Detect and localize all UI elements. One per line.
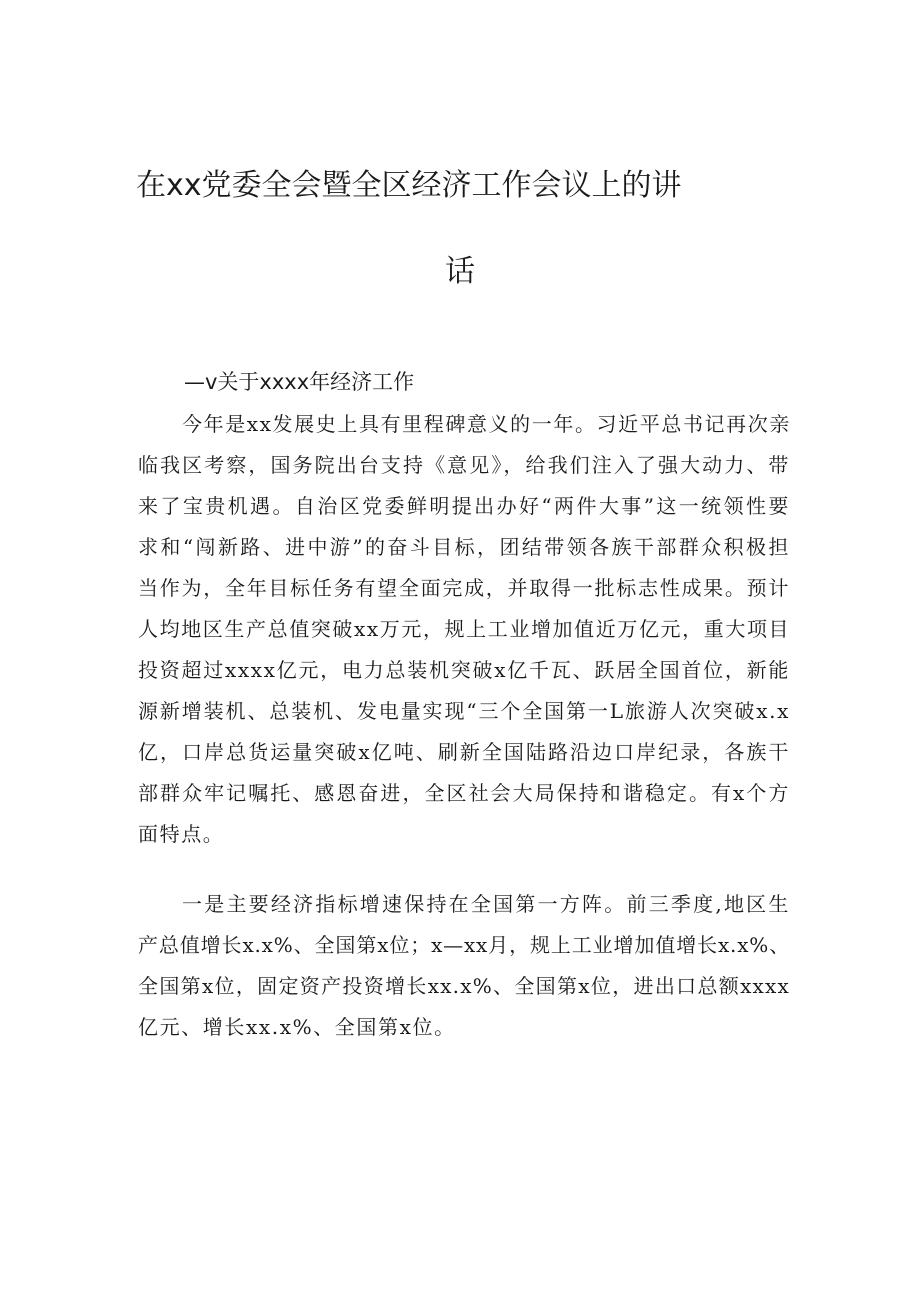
paragraph-line: 求和“闯新路、进中游”的奋斗目标，团结带领各族干部群众积极担 bbox=[138, 535, 790, 559]
paragraph-line: 来了宝贵机遇。自治区党委鲜明提出办好“两件大事”这一统领性要 bbox=[138, 494, 790, 518]
paragraph-2 bbox=[138, 884, 790, 1048]
paragraph-line: 一是主要经济指标增速保持在全国第一方阵。前三季度,地区生 bbox=[182, 892, 790, 916]
paragraph-1 bbox=[138, 404, 790, 855]
paragraph-line: 今年是xx发展史上具有里程碑意义的一年。习近平总书记再次亲 bbox=[182, 412, 791, 436]
paragraph-line: 临我区考察，国务院出台支持《意见》，给我们注入了强大动力、带 bbox=[138, 453, 790, 477]
document-title-line-1: 在xx党委全会暨全区经济工作会议上的讲 bbox=[136, 168, 682, 203]
section-heading: —v关于xxxx年经济工作 bbox=[184, 370, 415, 394]
paragraph-line: 亿元、增长xx.x%、全国第x位。 bbox=[138, 1015, 456, 1039]
paragraph-line: 部群众牢记嘱托、感恩奋进，全区社会大局保持和谐稳定。有x个方 bbox=[138, 781, 790, 805]
paragraph-line: 当作为，全年目标任务有望全面完成，并取得一批标志性成果。预计 bbox=[138, 576, 790, 600]
paragraph-line: 产总值增长x.x%、全国第x位；x—xx月，规上工业增加值增长x.x%、 bbox=[138, 933, 790, 957]
paragraph-line: 亿，口岸总货运量突破x亿吨、刷新全国陆路沿边口岸纪录，各族干 bbox=[138, 740, 790, 764]
paragraph-line: 投资超过xxxx亿元，电力总装机突破x亿千瓦、跃居全国首位，新能 bbox=[138, 658, 790, 682]
document-title-line-2: 话 bbox=[445, 254, 475, 289]
paragraph-line: 源新增装机、总装机、发电量实现“三个全国第一L旅游人次突破x.x bbox=[138, 699, 790, 723]
paragraph-line: 全国第x位，固定资产投资增长xx.x%、全国第x位，进出口总额xxxx bbox=[138, 974, 790, 998]
paragraph-line: 面特点。 bbox=[138, 822, 225, 846]
paragraph-line: 人均地区生产总值突破xx万元，规上工业增加值近万亿元，重大项目 bbox=[138, 617, 791, 641]
